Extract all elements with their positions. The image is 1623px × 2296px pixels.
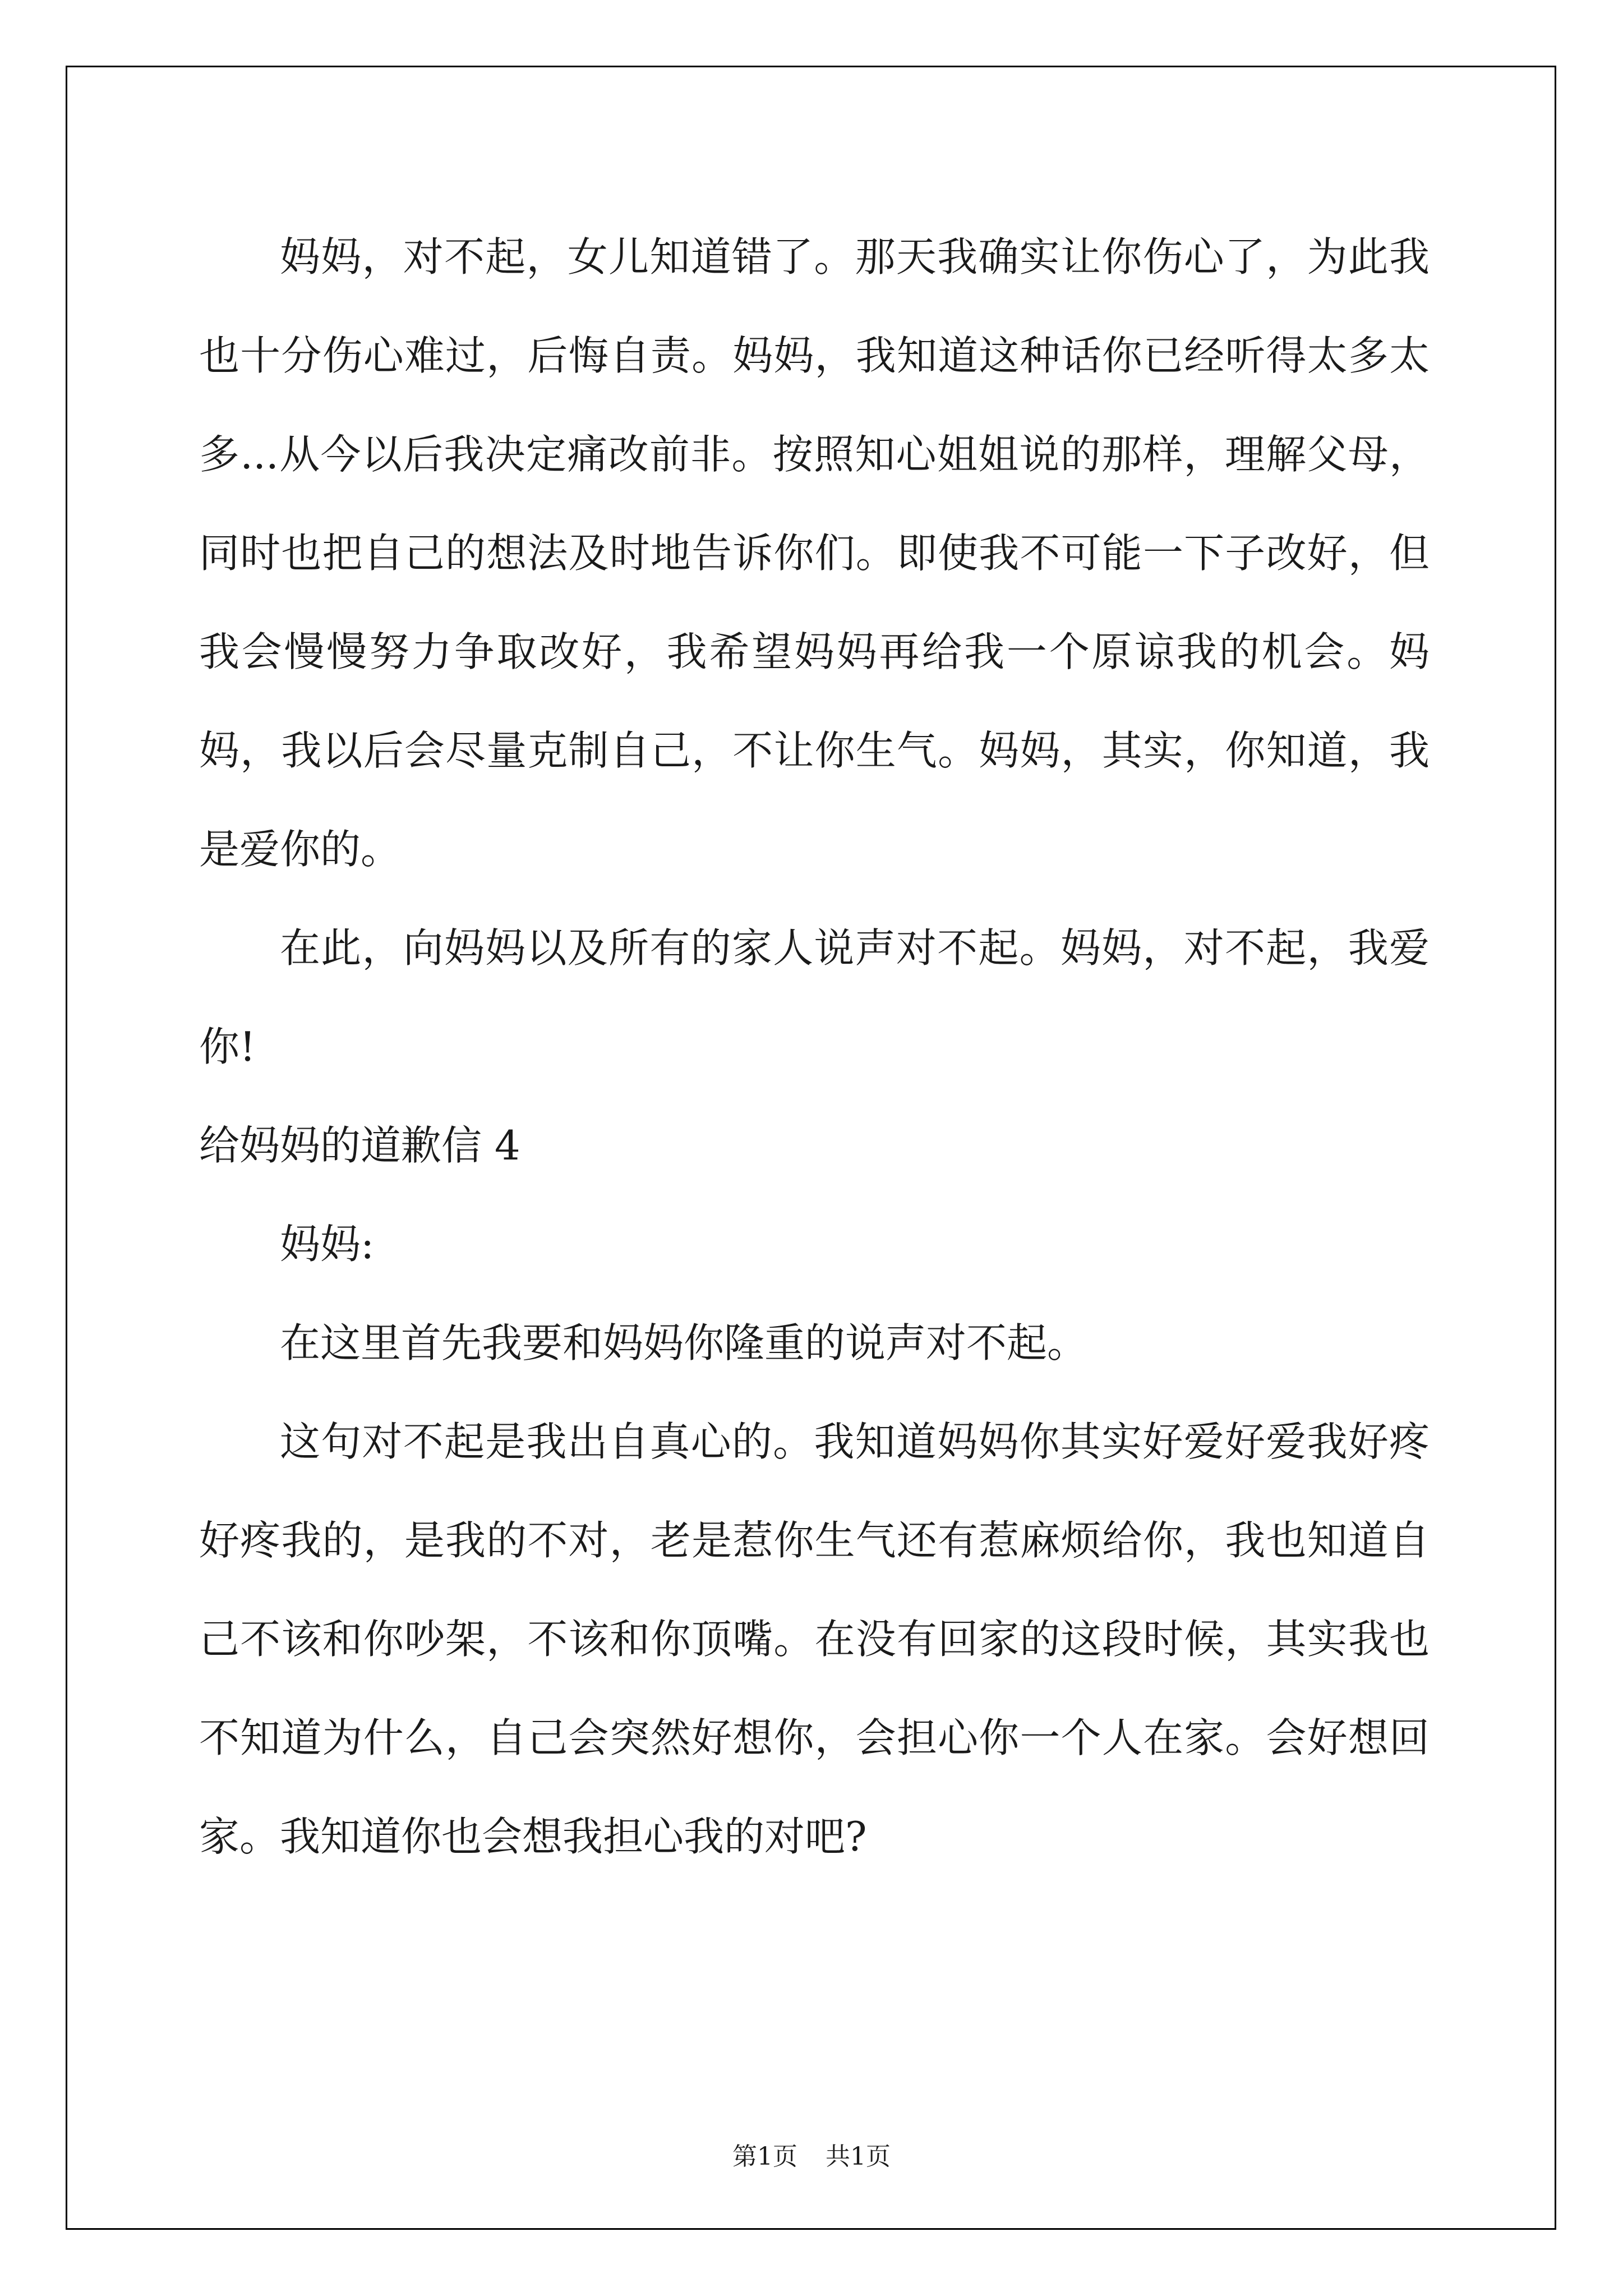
document-body — [199, 208, 1430, 1886]
salutation: 妈妈: — [280, 1221, 375, 1268]
page-footer — [0, 2136, 1623, 2172]
page-total: 共1页 — [826, 2142, 891, 2171]
paragraph-apology: 妈妈，对不起，女儿知道错了。那天我确实让你伤心了，为此我也十分伤心难过，后悔自责。妈妈，我知道这种话你已经听得太多太多...从今以后我决定痛改前非。按照知心姐姐说的那样，理解父母，同时也把自己的想法及时地告诉你们。即使我不可能一下子改好，但我会慢慢努力争取改好，我希望妈妈再给我一个原谅我的机会。妈妈，我以后会尽量克制自己，不让你生气。妈妈，其实，你知道，我是爱你的。 — [199, 233, 1430, 873]
section-heading: 给妈妈的道歉信 4 — [199, 1122, 520, 1169]
page-number: 第1页 — [732, 2142, 797, 2171]
paragraph-sincere: 这句对不起是我出自真心的。我知道妈妈你其实好爱好爱我好疼好疼我的，是我的不对，老是惹你生气还有惹麻烦给你，我也知道自己不该和你吵架，不该和你顶嘴。在没有回家的这段时候，其实我也不知道为什么，自己会突然好想你，会担心你一个人在家。会好想回家。我知道你也会想我担心我的对吧? — [199, 1418, 1430, 1860]
paragraph-sorry-family: 在此，向妈妈以及所有的家人说声对不起。妈妈，对不起，我爱你! — [199, 924, 1430, 1070]
paragraph-first-sorry: 在这里首先我要和妈妈你隆重的说声对不起。 — [280, 1319, 1088, 1366]
